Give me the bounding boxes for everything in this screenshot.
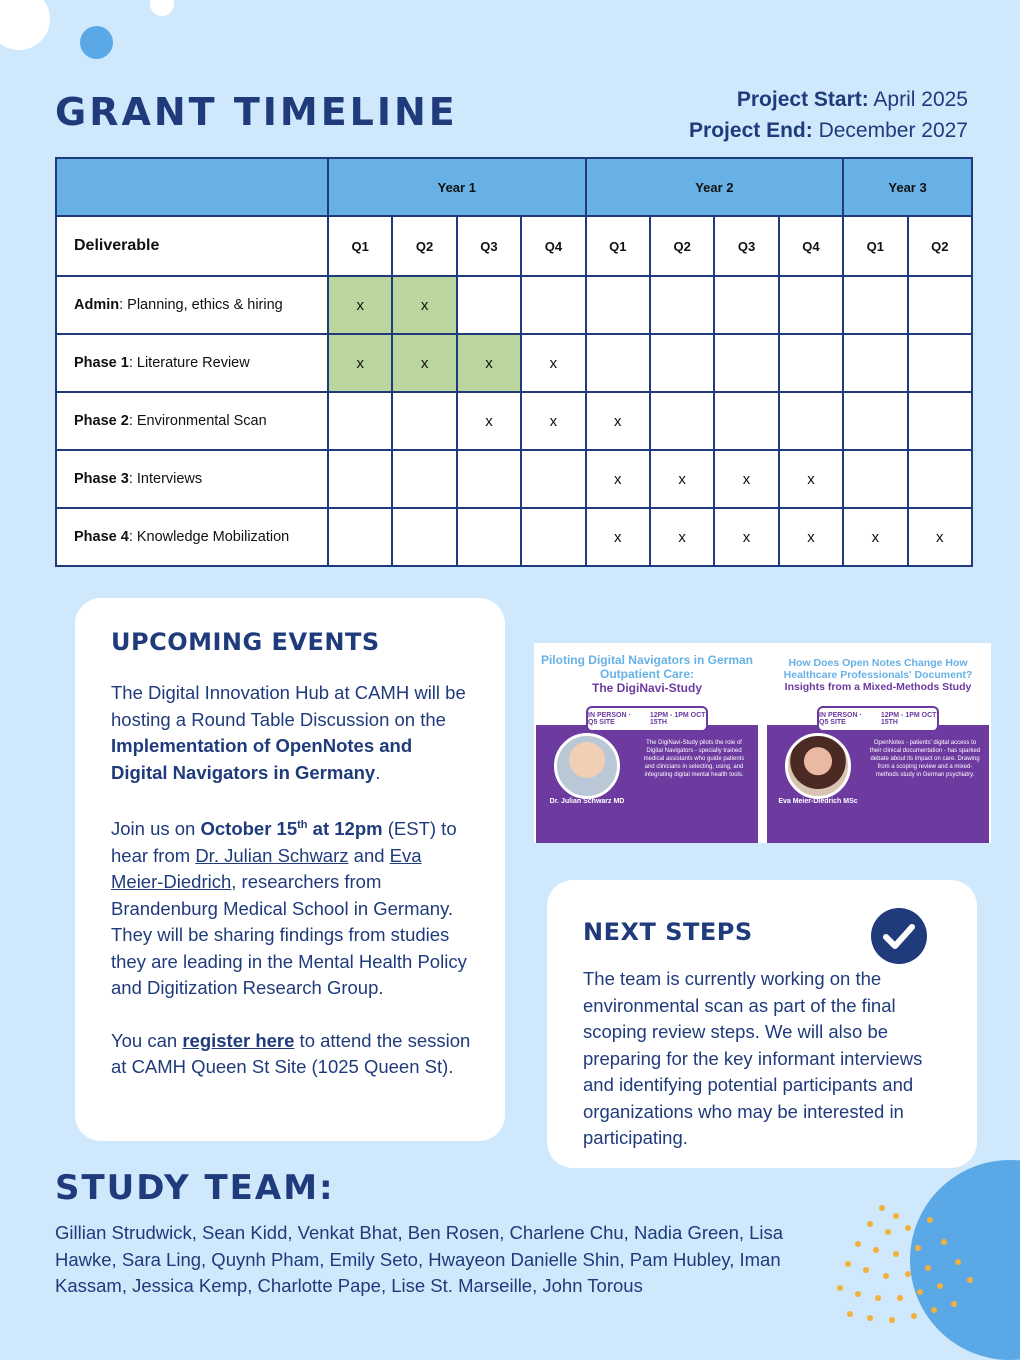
deliverable-row <box>56 508 972 566</box>
timeline-cell <box>586 334 650 392</box>
quarter-header: Q4 <box>521 216 585 276</box>
timeline-cell <box>843 276 907 334</box>
timeline-cell <box>779 276 843 334</box>
timeline-cell <box>843 334 907 392</box>
register-link[interactable]: register here <box>182 1029 295 1051</box>
year-1-header: Year 1 <box>328 158 586 216</box>
timeline-cell <box>392 508 456 566</box>
study-team-title: STUDY TEAM: <box>55 1168 335 1208</box>
timeline-cell: x <box>328 276 392 334</box>
quarter-header: Q2 <box>392 216 456 276</box>
next-steps-body: The team is currently working on the environmental scan as part of the final scoping review steps. We will also be preparing for the key informant interviews and identifying potential participants and organizations who may be interested in participating. <box>583 968 923 1148</box>
quarter-header: Q1 <box>328 216 392 276</box>
timeline-cell: x <box>521 392 585 450</box>
quarter-header: Q2 <box>650 216 714 276</box>
flyer-opennotes <box>767 643 989 843</box>
timeline-cell <box>328 392 392 450</box>
eva-meier-diedrich-link[interactable]: Eva Meier-Diedrich <box>111 844 422 893</box>
deliverable-header: Deliverable <box>56 216 328 276</box>
timeline-cell <box>457 276 521 334</box>
speaker-photo-eva <box>785 733 851 799</box>
timeline-cell: x <box>714 450 778 508</box>
quarter-header: Q1 <box>843 216 907 276</box>
deliverable-row <box>56 450 972 508</box>
decor-dots <box>830 1200 980 1326</box>
timeline-cell: x <box>392 276 456 334</box>
timeline-cell <box>392 450 456 508</box>
timeline-cell: x <box>650 450 714 508</box>
timeline-cell <box>521 508 585 566</box>
deliverable-label: Admin: Planning, ethics & hiring <box>56 276 328 334</box>
timeline-cell <box>779 392 843 450</box>
deliverable-label: Phase 4: Knowledge Mobilization <box>56 508 328 566</box>
timeline-cell <box>908 334 972 392</box>
timeline-cell: x <box>521 334 585 392</box>
flyer-2-description: OpenNotes - patients' digital access to their clinical documentation - has sparked debate about its impact on care. Drawing from a scoping review and a mixed-methods study in German psychiatry. <box>869 740 981 778</box>
timeline-cell <box>650 392 714 450</box>
timeline-cell <box>908 450 972 508</box>
deliverable-row <box>56 334 972 392</box>
year-header-blank <box>56 158 328 216</box>
events-paragraph-3: You can register here to attend the session at CAMH Queen St Site (1025 Queen St). <box>111 1029 471 1078</box>
decor-circle-white-small <box>150 0 174 16</box>
timeline-cell <box>908 276 972 334</box>
flyer-1-badge: IN PERSON · Q5 SITE 12PM - 1PM OCT 15TH <box>586 706 708 732</box>
flyer-2-title: How Does Open Notes Change How Healthcare Professionals' Document? Insights from a Mixed-Methods Study <box>783 657 973 693</box>
flyer-2-badge: IN PERSON · Q5 SITE 12PM - 1PM OCT 15TH <box>817 706 939 732</box>
quarter-header: Q2 <box>908 216 972 276</box>
timeline-cell: x <box>328 334 392 392</box>
timeline-cell: x <box>586 392 650 450</box>
decor-circle-white-large <box>0 0 50 50</box>
quarter-header-row <box>56 216 972 276</box>
timeline-cell <box>521 450 585 508</box>
timeline-cell: x <box>779 450 843 508</box>
timeline-cell <box>328 450 392 508</box>
timeline-cell <box>714 392 778 450</box>
speaker-photo-julian <box>554 733 620 799</box>
decor-circle-blue <box>80 26 113 59</box>
timeline-cell: x <box>779 508 843 566</box>
year-header-row <box>56 158 972 216</box>
deliverable-row <box>56 276 972 334</box>
events-paragraph-1: The Digital Innovation Hub at CAMH will be hosting a Round Table Discussion on the Implementation of OpenNotes and Digital Navigators in Germany. <box>111 682 466 783</box>
timeline-cell <box>457 450 521 508</box>
flyer-diginavi <box>536 643 758 843</box>
flyer-1-speaker: Dr. Julian Schwarz MD <box>549 798 625 805</box>
flyer-2-speaker: Eva Meier-Diedrich MSc <box>778 798 858 805</box>
quarter-header: Q4 <box>779 216 843 276</box>
page-title: GRANT TIMELINE <box>55 90 458 134</box>
deliverable-row <box>56 392 972 450</box>
study-team-members: Gillian Strudwick, Sean Kidd, Venkat Bhat, Ben Rosen, Charlene Chu, Nadia Green, Lisa Hawke, Sara Ling, Quynh Pham, Emily Seto, Hwayeon Danielle Shin, Pam Hubley, Iman Kassam, Jessica Kemp, Charlotte Pape, Lise St. Marseille, John Torous <box>55 1222 784 1296</box>
timeline-cell <box>392 392 456 450</box>
timeline-cell <box>779 334 843 392</box>
timeline-cell: x <box>392 334 456 392</box>
timeline-cell: x <box>714 508 778 566</box>
project-start: Project Start: April 2025 <box>736 88 968 111</box>
project-dates <box>689 84 968 146</box>
deliverable-label: Phase 3: Interviews <box>56 450 328 508</box>
checkmark-icon <box>871 908 927 964</box>
timeline-cell <box>908 392 972 450</box>
timeline-cell: x <box>843 508 907 566</box>
timeline-cell <box>650 334 714 392</box>
timeline-cell: x <box>650 508 714 566</box>
next-steps-title: NEXT STEPS <box>583 918 753 946</box>
project-end: Project End: December 2027 <box>689 119 968 142</box>
timeline-cell <box>521 276 585 334</box>
timeline-cell: x <box>457 392 521 450</box>
timeline-cell <box>457 508 521 566</box>
flyer-1-title: Piloting Digital Navigators in German Outpatient Care: The DigiNavi-Study <box>540 653 754 695</box>
timeline-cell <box>843 450 907 508</box>
upcoming-events-title: UPCOMING EVENTS <box>111 628 380 656</box>
events-paragraph-2: Join us on October 15th at 12pm (EST) to hear from Dr. Julian Schwarz and Eva Meier-Diedrich, researchers from Brandenburg Medical School in Germany. They will be sharing findings from studies they are leading in the Mental Health Policy and Digitization Research Group. <box>111 818 467 999</box>
timeline-cell <box>328 508 392 566</box>
flyer-1-description: The DigiNavi-Study pilots the role of Digital Navigators - specially trained medical assistants who guide patients and clinicians in selecting, using, and integrating digital mental health tools. <box>643 740 745 778</box>
quarter-header: Q1 <box>586 216 650 276</box>
timeline-cell: x <box>586 450 650 508</box>
deliverable-label: Phase 1: Literature Review <box>56 334 328 392</box>
year-3-header: Year 3 <box>843 158 972 216</box>
year-2-header: Year 2 <box>586 158 844 216</box>
timeline-cell <box>843 392 907 450</box>
julian-schwarz-link[interactable]: Dr. Julian Schwarz <box>195 844 349 866</box>
upcoming-events-card <box>75 598 505 1141</box>
quarter-header: Q3 <box>714 216 778 276</box>
quarter-header: Q3 <box>457 216 521 276</box>
timeline-cell: x <box>457 334 521 392</box>
timeline-cell: x <box>586 508 650 566</box>
timeline-cell <box>714 334 778 392</box>
timeline-cell <box>586 276 650 334</box>
deliverable-label: Phase 2: Environmental Scan <box>56 392 328 450</box>
grant-timeline-table <box>55 157 973 567</box>
event-flyers <box>534 643 991 843</box>
timeline-cell: x <box>908 508 972 566</box>
timeline-cell <box>650 276 714 334</box>
timeline-cell <box>714 276 778 334</box>
